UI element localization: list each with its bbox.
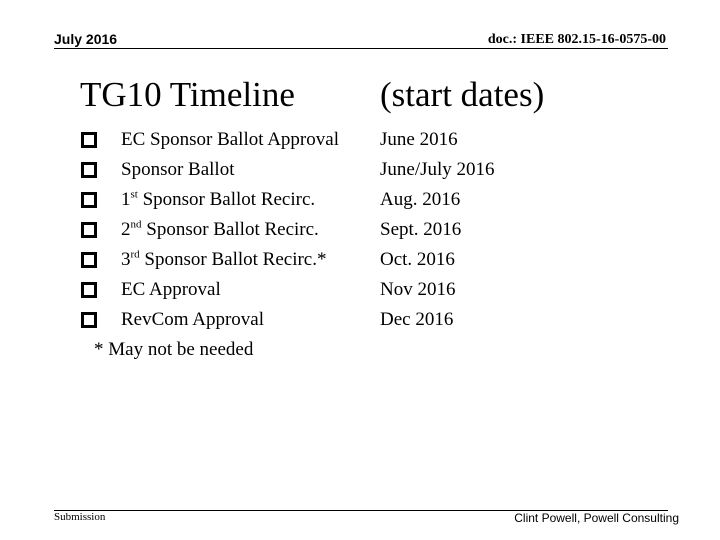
square-bullet-icon	[81, 312, 97, 328]
slide-title: TG10 Timeline	[80, 75, 295, 114]
milestone-date: Nov 2016	[380, 279, 456, 300]
milestone-date: Oct. 2016	[380, 249, 455, 270]
milestone-label: EC Sponsor Ballot Approval	[121, 129, 339, 150]
timeline-row	[0, 275, 720, 305]
footer-submission: Submission	[54, 511, 106, 523]
milestone-label: 3rd Sponsor Ballot Recirc.*	[121, 248, 327, 270]
milestone-date: June 2016	[380, 129, 458, 150]
slide-title-subtitle: (start dates)	[380, 75, 545, 114]
milestone-label: RevCom Approval	[121, 309, 265, 330]
header-doc-id: doc.: IEEE 802.15-16-0575-00	[487, 32, 666, 47]
square-bullet-icon	[81, 222, 97, 238]
square-bullet-icon	[81, 252, 97, 268]
milestone-date: Sept. 2016	[380, 219, 462, 240]
square-bullet-icon	[81, 282, 97, 298]
milestone-label: 2nd Sponsor Ballot Recirc.	[121, 218, 319, 240]
footer-author: Clint Powell, Powell Consulting	[514, 511, 679, 525]
timeline-row	[0, 185, 720, 215]
timeline-row	[0, 215, 720, 245]
timeline-row	[0, 125, 720, 155]
timeline-row	[0, 245, 720, 275]
milestone-date: Dec 2016	[380, 309, 454, 330]
header-rule	[54, 48, 668, 49]
milestone-label: EC Approval	[121, 279, 221, 300]
milestone-label: 1st Sponsor Ballot Recirc.	[121, 188, 316, 210]
milestone-date: Aug. 2016	[380, 189, 461, 210]
milestone-date: June/July 2016	[380, 159, 495, 180]
square-bullet-icon	[81, 162, 97, 178]
square-bullet-icon	[81, 132, 97, 148]
square-bullet-icon	[81, 192, 97, 208]
header-date: July 2016	[54, 31, 118, 47]
timeline-row	[0, 305, 720, 335]
milestone-label: Sponsor Ballot	[121, 159, 235, 180]
timeline-row	[0, 155, 720, 185]
footnote: * May not be needed	[94, 339, 254, 360]
